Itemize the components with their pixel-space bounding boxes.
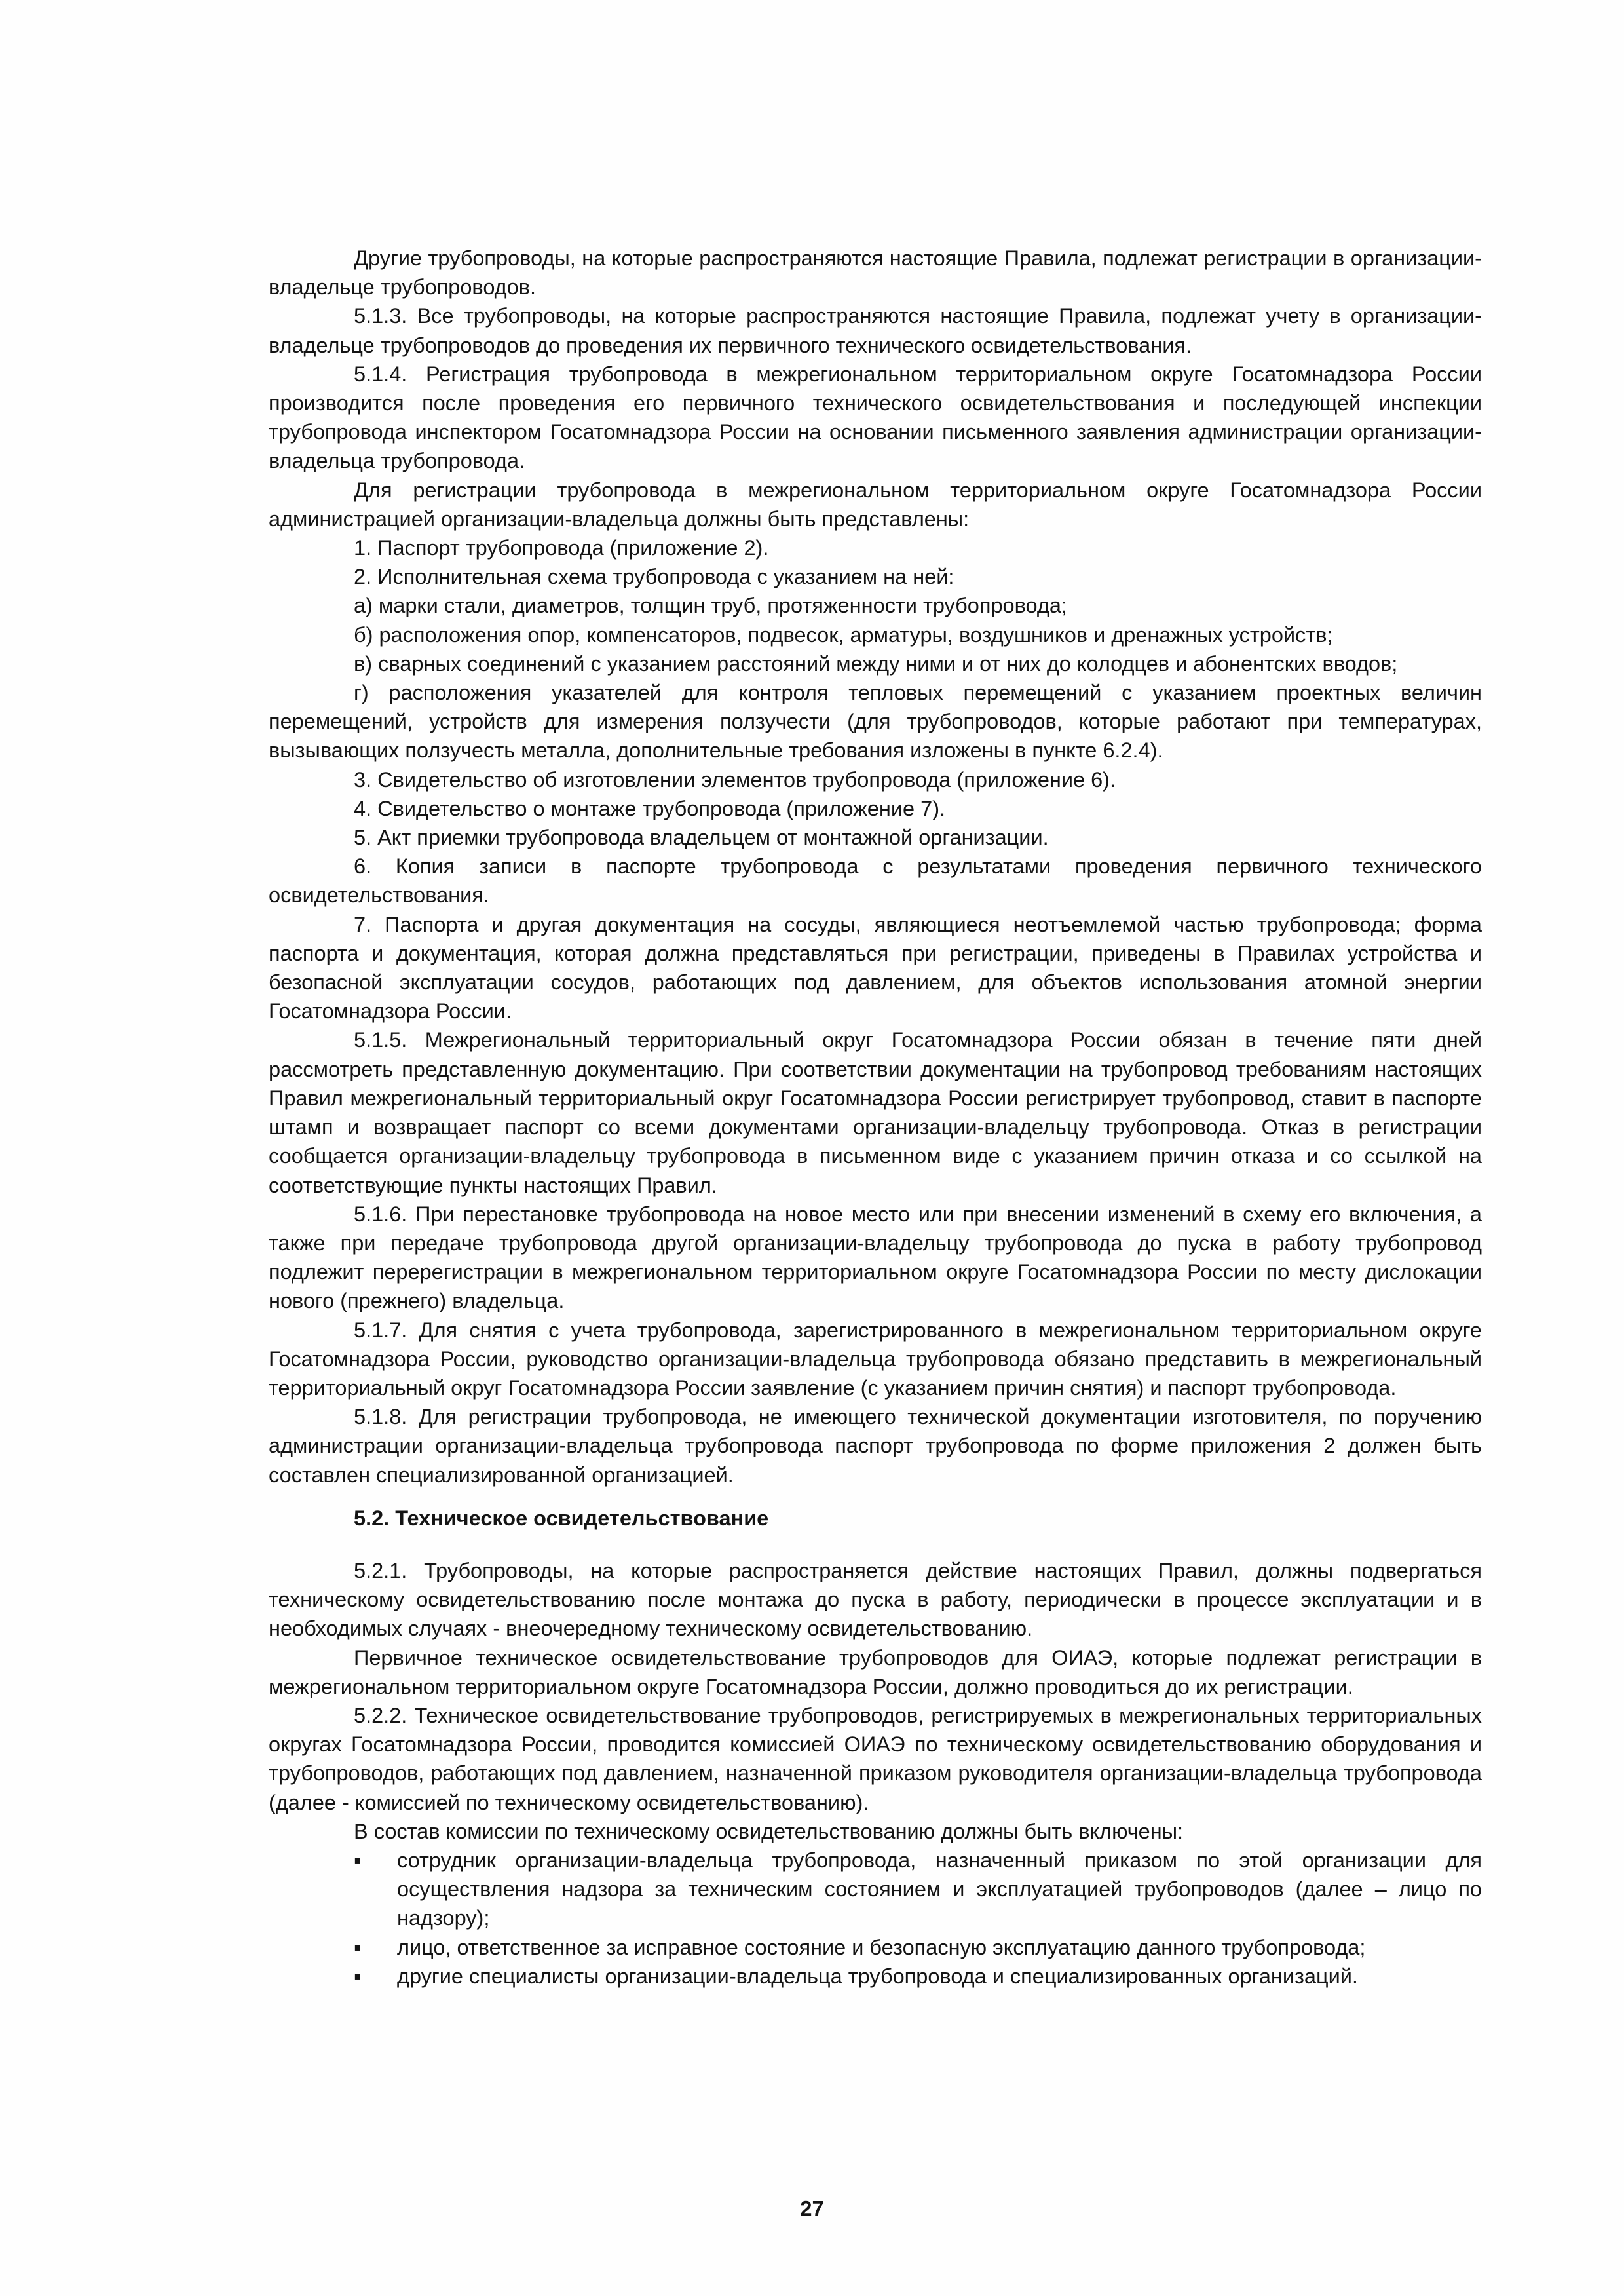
paragraph-item-6: 6. Копия записи в паспорте трубопровода с результатами проведения первичного технического освидетельствования. xyxy=(269,854,1482,908)
list-item-text: другие специалисты организации-владельца трубопровода и специализированных организаций. xyxy=(397,1964,1358,1988)
bullet-marker: ▪ xyxy=(354,1848,362,1872)
paragraph-item-4: 4. Свидетельство о монтаже трубопровода (приложение 7). xyxy=(354,796,946,820)
paragraph-item-3: 3. Свидетельство об изготовлении элементов трубопровода (приложение 6). xyxy=(354,767,1116,792)
paragraph-item-2g: г) расположения указателей для контроля тепловых перемещений с указанием проектных величин перемещений, устройств для измерения ползучести (для трубопроводов, которые работают при температурах, вызывающих ползучесть металла, дополнительные требования изложены в пункте 6.2.4). xyxy=(269,681,1482,763)
paragraph-5-1-7: 5.1.7. Для снятия с учета трубопровода, зарегистрированного в межрегиональном территориальном округе Госатомнадзора России, руководство организации-владельца трубопровода обязано представить в межрегиональный территориальный округ Госатомнадзора России заявление (с указанием причин снятия) и паспорт трубопровода. xyxy=(269,1318,1482,1400)
paragraph-5-2-2: 5.2.2. Техническое освидетельствование трубопроводов, регистрируемых в межрегиональных территориальных округах Госатомнадзора России, проводится комиссией ОИАЭ по техническому освидетельствованию оборудования и трубопроводов, работающих под давлением, назначенной приказом руководителя организации-владельца трубопровода (далее - комиссией по техническому освидетельствованию). xyxy=(269,1703,1482,1814)
bullet-marker: ▪ xyxy=(354,1935,362,1959)
paragraph-commission-composition: В состав комиссии по техническому освидетельствованию должны быть включены: xyxy=(354,1819,1184,1843)
paragraph-5-2-1: 5.2.1. Трубопроводы, на которые распространяется действие настоящих Правил, должны подвергаться техническому освидетельствованию после монтажа до пуска в работу, периодически в процессе эксплуатации и в необходимых случаях - внеочередному техническому освидетельствованию. xyxy=(269,1558,1482,1641)
list-item-text: лицо, ответственное за исправное состояние и безопасную эксплуатацию данного трубопровода; xyxy=(397,1935,1366,1959)
paragraph-5-1-6: 5.1.6. При перестановке трубопровода на новое место или при внесении изменений в схему его включения, а также при передаче трубопровода другой организации-владельцу трубопровода до пуска в работу трубопровод подлежит перерегистрации в межрегиональном территориальном округе Госатомнадзора России по месту дислокации нового (прежнего) владельца. xyxy=(269,1202,1482,1313)
paragraph-item-2v: в) сварных соединений с указанием расстояний между ними и от них до колодцев и абонентских вводов; xyxy=(354,651,1398,676)
bullet-marker: ▪ xyxy=(354,1964,362,1988)
paragraph-registration-other: Другие трубопроводы, на которые распространяются настоящие Правила, подлежат регистрации в организации-владельце трубопроводов. xyxy=(269,246,1482,299)
paragraph-item-1: 1. Паспорт трубопровода (приложение 2). xyxy=(354,536,769,560)
list-item xyxy=(269,1846,1482,1933)
section-heading-5-2: 5.2. Техническое освидетельствование xyxy=(354,1506,769,1530)
paragraph-5-1-5: 5.1.5. Межрегиональный территориальный округ Госатомнадзора России обязан в течение пяти дней рассмотреть представленную документацию. При соответствии документации на трубопровод требованиям настоящих Правил межрегиональный территориальный округ Госатомнадзора России регистрирует трубопровод, ставит в паспорте штамп и возвращает паспорт со всеми документами организации-владельцу трубопровода. Отказ в регистрации сообщается организации-владельцу трубопровода в письменном виде с указанием причин отказа и со ссылкой на соответствующие пункты настоящих Правил. xyxy=(269,1028,1482,1197)
paragraph-primary-inspection: Первичное техническое освидетельствование трубопроводов для ОИАЭ, которые подлежат регистрации в межрегиональном территориальном округе Госатомнадзора России, должно проводиться до их регистрации. xyxy=(269,1645,1482,1698)
list-item xyxy=(269,1933,1482,1962)
document-body xyxy=(269,244,1482,1991)
page-number: 27 xyxy=(800,2196,824,2221)
paragraph-5-1-8: 5.1.8. Для регистрации трубопровода, не имеющего технической документации изготовителя, по поручению администрации организации-владельца трубопровода паспорт трубопровода по форме приложения 2 должен быть составлен специализированной организацией. xyxy=(269,1405,1482,1487)
paragraph-item-2b: б) расположения опор, компенсаторов, подвесок, арматуры, воздушников и дренажных устройств; xyxy=(354,622,1333,647)
paragraph-5-1-3: 5.1.3. Все трубопроводы, на которые распространяются настоящие Правила, подлежат учету в организации-владельце трубопроводов до проведения их первичного технического освидетельствования. xyxy=(269,304,1482,357)
paragraph-item-5: 5. Акт приемки трубопровода владельцем от монтажной организации. xyxy=(354,826,1049,850)
commission-members-list xyxy=(269,1846,1482,1991)
paragraph-5-1-4: 5.1.4. Регистрация трубопровода в межрегиональном территориальном округе Госатомнадзора России производится после проведения его первичного технического освидетельствования и последующей инспекции трубопровода инспектором Госатомнадзора России на основании письменного заявления администрации организации-владельца трубопровода. xyxy=(269,362,1482,473)
list-item xyxy=(269,1962,1482,1991)
list-item-text: сотрудник организации-владельца трубопровода, назначенный приказом по этой организации для осуществления надзора за техническим состоянием и эксплуатацией трубопроводов (далее – лицо по надзору); xyxy=(397,1848,1482,1930)
paragraph-item-7: 7. Паспорта и другая документация на сосуды, являющиеся неотъемлемой частью трубопровода; форма паспорта и документация, которая должна представляться при регистрации, приведены в Правилах устройства и безопасной эксплуатации сосудов, работающих под давлением, для объектов использования атомной энергии Госатомнадзора России. xyxy=(269,912,1482,1024)
paragraph-item-2a: а) марки стали, диаметров, толщин труб, протяженности трубопровода; xyxy=(354,594,1067,618)
paragraph-registration-documents-intro: Для регистрации трубопровода в межрегиональном территориальном округе Госатомнадзора России администрацией организации-владельца должны быть представлены: xyxy=(269,478,1482,531)
paragraph-item-2: 2. Исполнительная схема трубопровода с указанием на ней: xyxy=(354,565,954,589)
